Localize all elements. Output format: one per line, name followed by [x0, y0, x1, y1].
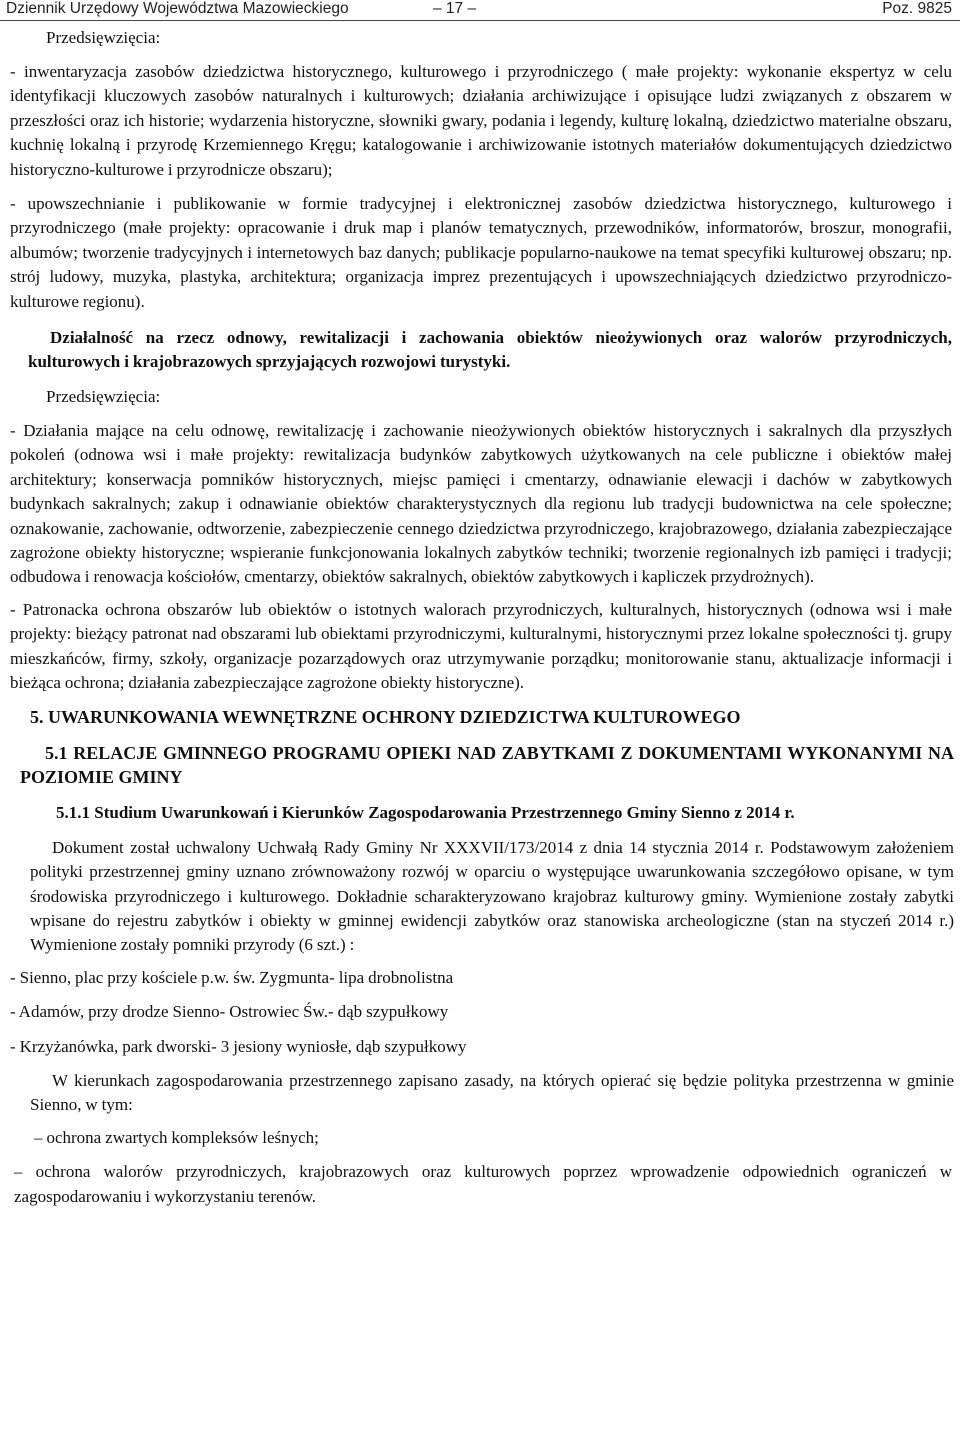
section-label-2: Przedsięwzięcia: — [46, 386, 161, 406]
document-body — [0, 26, 960, 1209]
paragraph-patronage: - Patronacka ochrona obszarów lub obiektów o istotnych walorach przyrodniczych, kulturalnych, historycznych (odnowa wsi i małe projekty: bieżący patronat nad obszarami lub obiektami przyrodniczymi, kulturalnymi, historycznymi przez lokalne społeczności tj. grupy mieszkańców, firmy, szkoły, organizacje pozarządowych oraz utrzymywanie porządku; monitorowanie stanu, aktualizacje informacji i bieżąca ochrona; działania zabezpieczające zagrożone obiekty historyczne). — [10, 599, 952, 692]
section-5-1-heading: 5.1 RELACJE GMINNEGO PROGRAMU OPIEKI NAD ZABYTKAMI Z DOKUMENTAMI WYKONANYMI NA POZIOMIE GMINY — [20, 743, 954, 788]
paragraph-revitalization: - Działania mające na celu odnowę, rewitalizację i zachowanie nieożywionych obiektów historycznych i sakralnych dla przyszłych pokoleń (odnowa wsi i małe projekty: rewitalizacja budynków zabytkowych użytkowanych na cele publiczne i obiektów małej architektury; konserwacja pomników historycznych, miejsc pamięci i cmentarzy, odnawianie elewacji i dachów w zabytkowych budynkach sakralnych; zakup i odnawianie obiektów charakterystycznych dla regionu lub tradycji budownictwa na cele społeczne; oznakowanie, zachowanie, odtworzenie, zabezpieczenie cennego dziedzictwa przyrodniczego, krajobrazowego, działania zabezpieczające zagrożone obiekty historyczne; wspieranie funkcjonowania lokalnych zabytków techniki; tworzenie regionalnych izb pamięci i tradycji; odbudowa i renowacja kościołów, cmentarzy, obiektów sakralnych, obiektów zabytkowych i kapliczek przydrożnych). — [10, 420, 952, 587]
list-item: - Krzyżanówka, park dworski- 3 jesiony wyniosłe, dąb szypułkowy — [10, 1036, 467, 1056]
paragraph-directions: W kierunkach zagospodarowania przestrzennego zapisano zasady, na których opierać się będzie polityka przestrzenna w gminie Sienno, w tym: — [30, 1071, 954, 1115]
header-rule — [0, 20, 960, 21]
paragraph-inventory: - inwentaryzacja zasobów dziedzictwa historycznego, kulturowego i przyrodniczego ( małe projekty: wykonanie ekspertyz w celu identyfikacji kluczowych zasobów naturalnych i kulturowych; działania archiwizujące i opisujące ludzi związanych z obszarem w przeszłości oraz ich historie; wydarzenia historyczne, słowniki gwary, podania i legendy, kulturę lokalną, dziedzictwo materialne obszaru, kuchnię lokalną i przyrodę Krzemiennego Kręgu; katalogowanie i archiwizowanie istotnych materiałów dokumentujących dziedzictwo historyczno-kulturowe i przyrodnicze obszaru); — [10, 62, 952, 179]
list-item: - Sienno, plac przy kościele p.w. św. Zygmunta- lipa drobnolistna — [10, 967, 454, 987]
position-number: Poz. 9825 — [882, 0, 952, 17]
page-number: – 17 – — [433, 0, 477, 17]
dash-item: – ochrona walorów przyrodniczych, krajobrazowych oraz kulturowych poprzez wprowadzenie odpowiednich ograniczeń w zagospodarowaniu i wykorzystaniu terenów. — [14, 1162, 952, 1206]
section-label: Przedsięwzięcia: — [46, 28, 161, 47]
section-5-heading: 5. UWARUNKOWANIA WEWNĘTRZNE OCHRONY DZIEDZICTWA KULTUROWEGO — [30, 707, 741, 728]
journal-header — [0, 0, 960, 20]
paragraph-document: Dokument został uchwalony Uchwałą Rady Gminy Nr XXXVII/173/2014 z dnia 14 stycznia 2014 r. Podstawowym założeniem polityki przestrzennej gminy uznano zrównoważony rozwój w oparciu o występujące uwarunkowania szczegółowo opisane, w tym środowiska przyrodniczego i kulturowego. Dokładnie scharakteryzowano krajobraz kulturowy gminy. Wymienione zostały zabytki wpisane do rejestru zabytków i obiekty w gminnej ewidencji zabytków oraz stanowiska archeologiczne (stan na styczeń 2014 r.) Wymienione zostały pomniki przyrody (6 szt.) : — [30, 837, 954, 955]
section-5-1-1-heading: 5.1.1 Studium Uwarunkowań i Kierunków Zagospodarowania Przestrzennego Gminy Sienno z 2014 r. — [56, 803, 795, 823]
journal-title: Dziennik Urzędowy Województwa Mazowieckiego — [6, 0, 349, 17]
list-item: - Adamów, przy drodze Sienno- Ostrowiec Św.- dąb szypułkowy — [10, 1002, 449, 1022]
paragraph-dissemination: - upowszechnianie i publikowanie w formie tradycyjnej i elektronicznej zasobów dziedzictwa historycznego, kulturowego i przyrodniczego (małe projekty: opracowanie i druk map i planów tematycznych, przewodników, informatorów, broszur, monografii, albumów; tworzenie tradycyjnych i internetowych baz danych; publikacje popularno-naukowe na temat specyfiki kulturowej obszaru; np. strój ludowy, muzyka, plastyka, architektura; organizacja imprez prezentujących i upowszechniających dziedzictwo przyrodniczo-kulturowe regionu). — [10, 194, 952, 311]
dash-item: – ochrona zwartych kompleksów leśnych; — [34, 1127, 319, 1147]
bold-heading: Działalność na rzecz odnowy, rewitalizacji i zachowania obiektów nieożywionych oraz walorów przyrodniczych, kulturowych i krajobrazowych sprzyjających rozwojowi turystyki. — [28, 328, 952, 372]
